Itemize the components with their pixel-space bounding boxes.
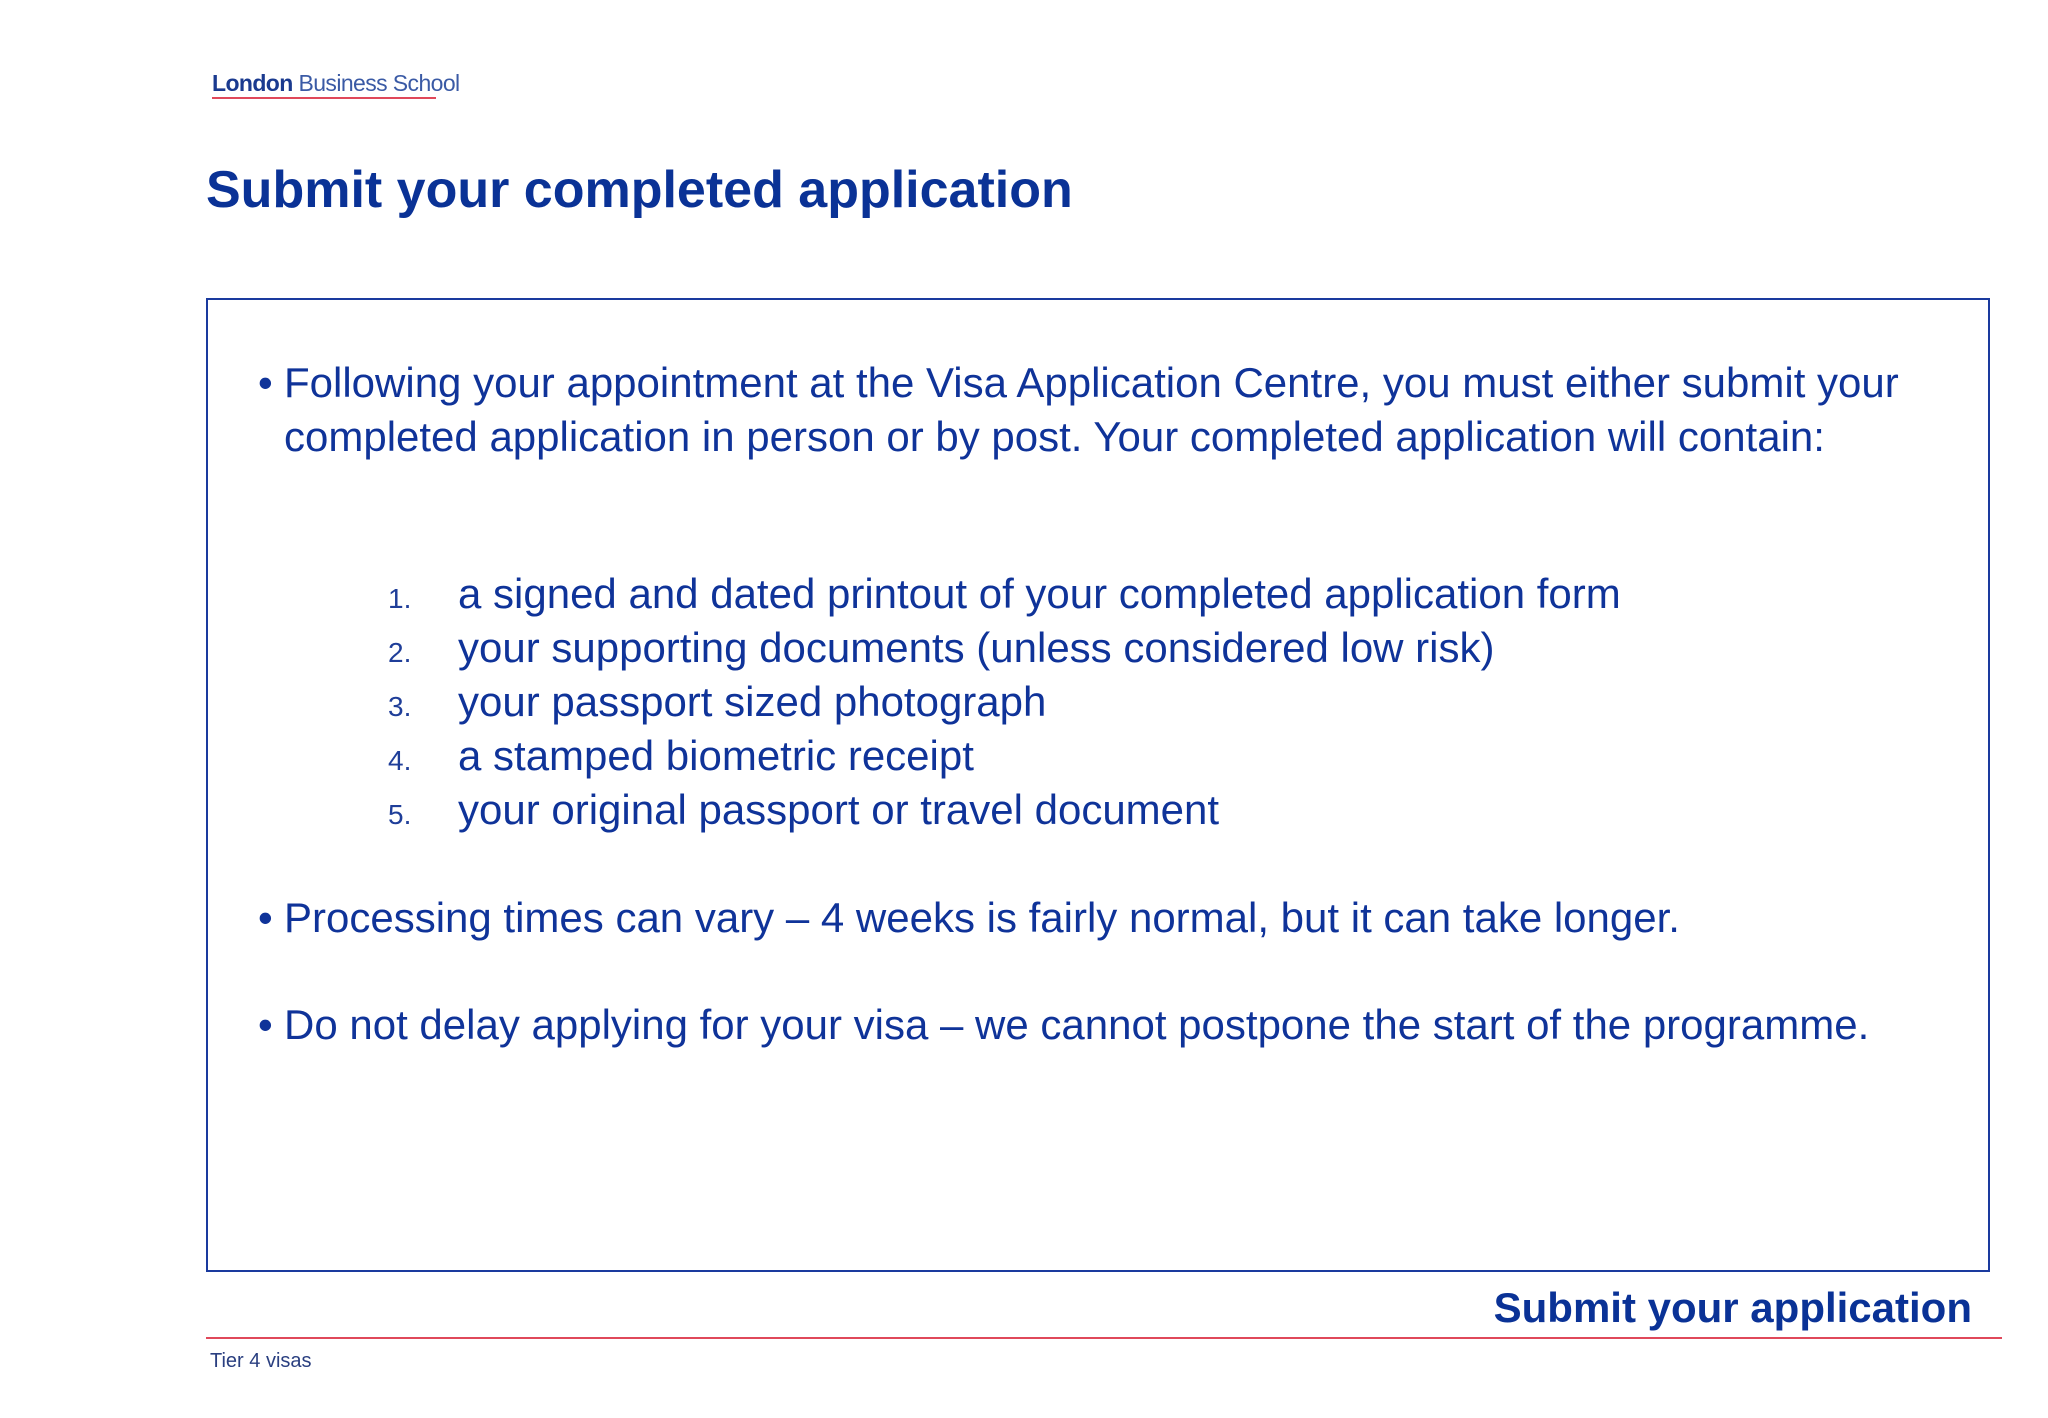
list-item-text: your supporting documents (unless considered low risk) — [458, 624, 1495, 671]
bullet-text: Processing times can vary – 4 weeks is fairly normal, but it can take longer. — [284, 894, 1680, 941]
bullet-text: Following your appointment at the Visa Application Centre, you must either submit your completed application in person or by post. Your completed application will contain: — [284, 359, 1899, 460]
list-number: 5. — [388, 799, 412, 830]
list-number: 2. — [388, 637, 412, 668]
list-item-text: your original passport or travel document — [458, 786, 1220, 833]
bullet-symbol: • — [258, 1001, 273, 1048]
bullet-item — [258, 998, 1978, 1052]
list-item — [388, 570, 1621, 624]
list-item-text: a signed and dated printout of your completed application form — [458, 570, 1621, 617]
footer-note: Tier 4 visas — [210, 1350, 312, 1372]
page-title: Submit your completed application — [206, 161, 1073, 219]
list-number: 4. — [388, 745, 412, 776]
list-item — [388, 624, 1621, 678]
bullet-symbol: • — [258, 894, 273, 941]
bullet-item — [258, 891, 1978, 945]
footer-section-title: Submit your application — [1493, 1284, 1972, 1331]
brand-name-bold: London — [212, 70, 293, 96]
list-item-text: your passport sized photograph — [458, 678, 1047, 725]
list-item — [388, 678, 1621, 732]
list-item — [388, 786, 1621, 840]
list-number: 1. — [388, 583, 412, 614]
brand-logo — [212, 70, 460, 97]
bullet-item — [258, 356, 1978, 464]
bullet-text: Do not delay applying for your visa – we cannot postpone the start of the programme. — [284, 1001, 1870, 1048]
bullet-symbol: • — [258, 359, 273, 406]
list-item-text: a stamped biometric receipt — [458, 732, 974, 779]
content-box — [206, 298, 1990, 1272]
brand-underline — [212, 97, 436, 99]
list-number: 3. — [388, 691, 412, 722]
footer-divider — [206, 1337, 2002, 1339]
brand-name-rest: Business School — [292, 70, 460, 96]
requirements-list — [388, 570, 1621, 840]
list-item — [388, 732, 1621, 786]
